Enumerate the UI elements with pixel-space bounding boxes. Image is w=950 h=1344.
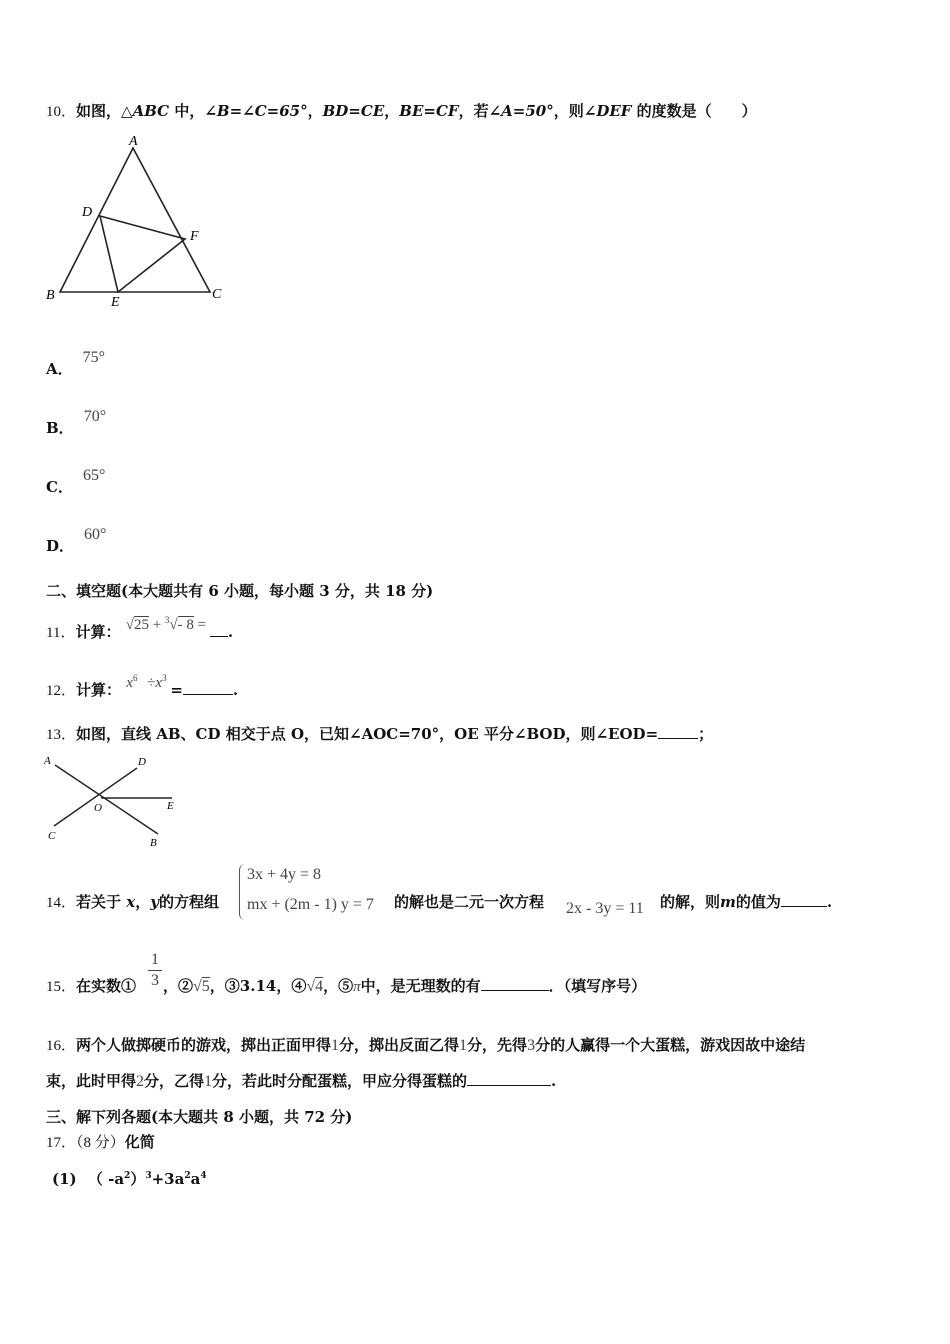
q10-triangle: △ABC [121,102,170,120]
q11-plus: + [152,617,162,633]
label-c: C [48,830,56,842]
q16-num: 1 [204,1073,213,1090]
option-value: 70° [83,408,107,425]
q10-text: ，则 [553,102,584,120]
q15-text: ，⑤ [323,977,354,995]
option-label: B． [46,419,74,437]
sqrt-symbol: √ [125,617,134,633]
q10-angle-def: ∠DEF [583,102,632,120]
line-cd [54,768,137,826]
q10-option-b[interactable] [46,405,107,437]
q14-tail: . [826,893,833,911]
q17-exp: 2 [124,1171,131,1181]
q11-tail: . [227,623,234,641]
q14-system-eq1: 3x + 4y = 8 [247,866,322,883]
q15-frac-numerator: 1 [151,951,159,968]
label-e: E [111,295,120,310]
q12 [46,672,238,705]
q13-text: 如图，直线 AB、CD 相交于点 O，已知∠AOC=70°，OE 平分∠BOD，则∠EOD= [76,725,659,743]
q12-tail: . [232,681,239,699]
q17-part1-label: (1) [52,1170,77,1188]
q14-brace [239,864,246,920]
q17-exp: 4 [200,1171,207,1181]
q15-text: 中，是无理数的有 [360,977,481,995]
q11-text: 计算： [75,623,121,641]
q16-text: 分，掷出反面乙得 [339,1036,460,1054]
label-d: D [82,205,93,220]
option-label: C． [46,478,73,496]
q13-tail: ； [698,725,714,743]
q10-number: 10． [46,104,77,120]
q15-number: 15． [46,979,77,995]
q14-text: 的解，则 [660,893,721,911]
q14-stem-end [660,892,832,912]
cbrt-symbol: √ [169,617,178,633]
q11-answer-blank[interactable] [210,622,228,637]
q11-cbrt-radicand: - 8 [177,617,194,633]
triangle-def [100,216,185,292]
q10-triangle-figure [40,132,240,312]
q10-angle-a: ∠A=50° [488,102,554,120]
q11-expression [126,617,210,633]
q14-text: 若关于 [76,893,122,911]
q13-answer-blank[interactable] [658,724,698,739]
q10-text: 如图， [76,102,122,120]
q16-text: 分的人赢得一个大蛋糕，游戏因故中途结 [535,1036,806,1054]
q12-base2: x [155,675,163,691]
q14-answer-blank[interactable] [781,892,827,907]
q16-line1 [46,1035,805,1056]
q17-number: 17． [46,1135,77,1151]
q17-part1-expr: a [190,1170,201,1188]
q11 [46,614,233,647]
q10-option-c[interactable] [46,464,106,496]
label-a: A [129,134,138,149]
q17-score: （8 分） [76,1135,125,1151]
q14-text: 的方程组 [158,893,219,911]
label-f: F [190,229,199,244]
label-b: B [46,288,55,303]
q14-text: 的解也是二元一次方程 [394,893,545,911]
label-b: B [150,837,157,849]
q10-sep: ， [307,102,323,120]
q15-frac-denominator: 3 [148,970,162,991]
q15-pi: π [353,979,361,995]
q14-var-y: y [150,893,159,911]
q14-linear-eq: 2x - 3y = 11 [566,900,644,917]
q15-stem-cont [163,976,646,997]
q10-sep: ， [384,102,400,120]
q14-stem-cont [394,892,544,912]
q12-exp1: 6 [132,673,138,683]
q15-fraction [148,950,162,991]
q17-exp: 2 [184,1171,191,1181]
section2-title: 二、填空题(本大题共有 6 小题，每小题 3 分，共 18 分) [46,582,434,600]
q12-number: 12． [46,683,77,699]
q10-stem [46,101,757,122]
q16-text: 束，此时甲得 [46,1072,137,1090]
q14-text: 的值为 [735,893,781,911]
q10-angle-condition: ∠B=∠C=65° [204,102,308,120]
q10-text: 中， [169,102,205,120]
q16-text: 分，先得 [467,1036,528,1054]
q16-num: 2 [136,1073,145,1090]
q15-text: ，② [163,977,194,995]
label-c: C [212,287,222,302]
option-label: D． [46,537,75,555]
q11-number: 11． [46,625,76,641]
q17-exp: 3 [145,1171,152,1181]
option-value: 65° [82,467,106,484]
q13-lines-figure [40,750,190,850]
q15-sqrt5: 5 [201,978,210,995]
sqrt-symbol: √ [193,978,202,995]
q16-num: 3 [527,1037,536,1054]
q14-var-x: x [126,893,136,911]
label-o: O [94,802,102,814]
q17-stem [46,1132,155,1153]
q13 [46,724,713,745]
q17-part1 [52,1166,207,1189]
label-e: E [167,800,174,812]
q12-divide: ÷ [147,675,156,691]
q11-cbrt-index: 3 [164,615,170,625]
q14-comma: ， [135,893,151,911]
q14-stem [46,892,219,913]
q10-text: ，若 [458,102,489,120]
q12-expression [126,675,170,691]
q13-number: 13． [46,727,77,743]
q10-equal-segments-2: BE=CF [399,102,459,120]
option-label: A． [46,360,73,378]
q11-equals: = [197,617,207,633]
q15-sqrt4: 4 [315,978,324,995]
q12-base1: x [126,675,133,691]
triangle-abc [60,148,210,292]
q12-answer-blank[interactable] [183,680,233,695]
q17-part1-expr: （ -a [87,1170,125,1188]
q12-exp2: 3 [162,673,167,683]
sqrt-symbol: √ [306,978,316,995]
q14-system-eq2: mx + (2m - 1) y = 7 [247,896,374,913]
q15-stem [46,976,136,997]
option-value: 60° [84,526,107,543]
q12-text: 计算： [76,681,122,699]
q10-option-d[interactable] [46,523,107,555]
section3-title: 三、解下列各题(本大题共 8 小题，共 72 分) [46,1108,353,1126]
q12-equals: = [170,681,183,699]
q17-text: 化简 [124,1133,155,1151]
q16-text: 两个人做掷硬币的游戏，掷出正面甲得 [76,1036,332,1054]
q16-number: 16． [46,1038,77,1054]
q16-text: 分，乙得 [144,1072,205,1090]
q10-option-a[interactable] [46,346,106,378]
q16-num: 1 [331,1037,340,1054]
q15-answer-blank[interactable] [481,976,549,991]
q15-text: ，③3.14，④ [209,977,307,995]
q14-var-m: m [720,893,736,911]
option-value: 75° [82,349,106,366]
q15-text: 在实数① [76,977,137,995]
label-d: D [138,756,146,768]
q17-part1-expr: ） [130,1170,146,1188]
q16-text: 分，若此时分配蛋糕，甲应分得蛋糕的 [212,1072,468,1090]
q16-line2 [46,1071,556,1092]
q14-number: 14． [46,895,77,911]
q10-equal-segments-1: BD=CE [322,102,385,120]
q10-text: 的度数是（ ） [631,102,757,120]
line-ab [55,765,158,834]
label-a: A [44,755,51,767]
q11-radicand: 25 [133,617,149,633]
q16-tail: . [551,1072,557,1090]
q16-num: 1 [459,1037,468,1054]
q17-part1-expr: +3a [151,1170,185,1188]
q16-answer-blank[interactable] [467,1071,551,1086]
q15-tail: ．（填写序号） [548,977,647,995]
